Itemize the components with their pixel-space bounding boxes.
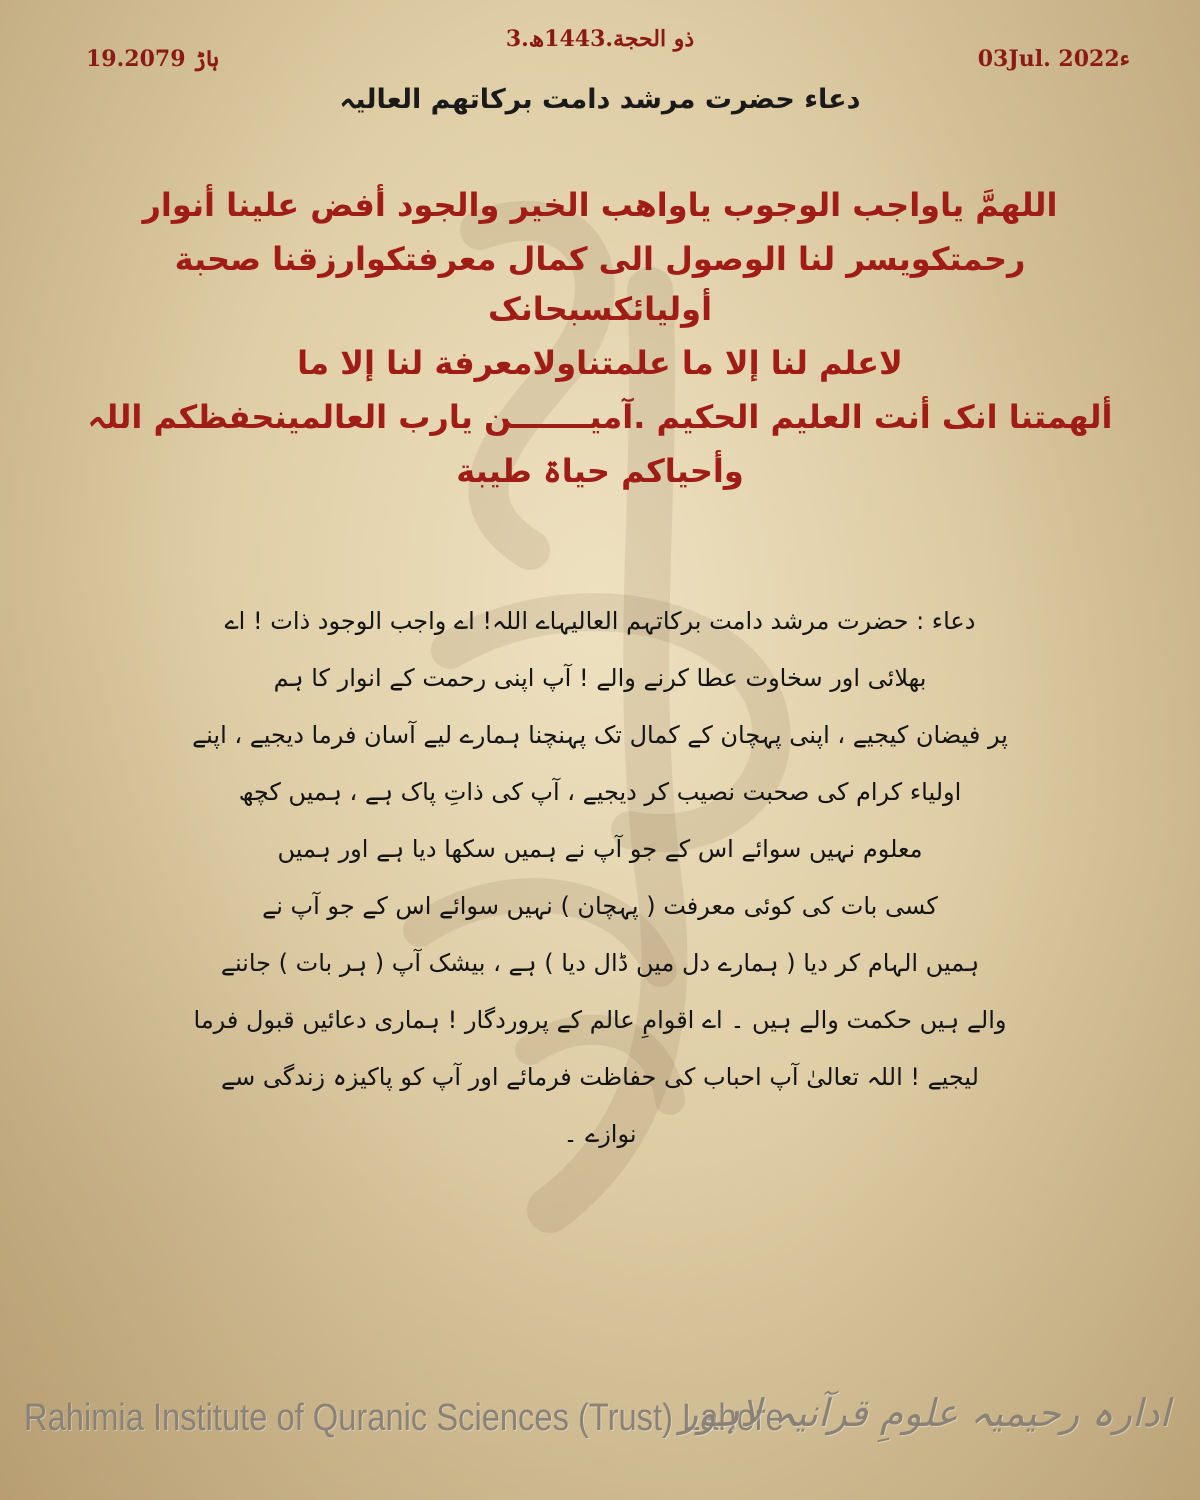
hijri-date: 3.ذو الحجة.1443ھ <box>505 26 695 52</box>
urdu-translation <box>140 598 1060 1168</box>
urdu-line: کسی بات کی کوئی معرفت ( پہچان ) نہیں سوائے اس کے جو آپ نے <box>262 892 938 920</box>
urdu-line: لیجیے ! اللہ تعالیٰ آپ احباب کی حفاظت فرمائے اور آپ کو پاکیزہ زندگی سے <box>221 1063 979 1091</box>
urdu-line: دعاء : حضرت مرشد دامت برکاتہم العالیہاے اللہ! اے واجب الوجود ذات ! اے <box>224 607 976 635</box>
arabic-line: اللھمَّ یاواجب الوجوب یاواھب الخیر والجود أفض علینا أنوار <box>142 186 1058 224</box>
arabic-dua <box>80 180 1120 500</box>
institute-footer <box>0 1385 1200 1455</box>
arabic-line: ألھمتنا انک أنت العلیم الحکیم .آمیـــــــن یارب العالمینحفظکم اللہ <box>87 398 1113 436</box>
urdu-line: بھلائی اور سخاوت عطا کرنے والے ! آپ اپنی رحمت کے انوار کا ہم <box>273 664 927 692</box>
institute-name-urdu: ادارہ رحیمیہ علومِ قرآنیہ لاہور <box>679 1391 1170 1435</box>
urdu-line: پر فیضان کیجیے ، اپنی پہچان کے کمال تک پہنچنا ہمارے لیے آسان فرما دیجیے ، اپنے <box>192 721 1008 749</box>
arabic-line: رحمتکویسر لنا الوصول الی کمال معرفتکوارزقنا صحبة أولیائکسبحانک <box>174 240 1026 328</box>
arabic-line: وأحیاکم حیاۃ طیبة <box>456 452 744 490</box>
arabic-line: لاعلم لنا إلا ما علمتناولامعرفة لنا إلا ما <box>297 344 903 382</box>
date-header <box>0 22 1200 82</box>
urdu-line: والے ہیں حکمت والے ہیں ۔ اے اقوامِ عالم کے پروردگار ! ہماری دعائیں قبول فرما <box>193 1006 1007 1034</box>
dua-title: دعاء حضرت مرشد دامت برکاتھم العالیہ <box>339 84 861 115</box>
urdu-line: معلوم نہیں سوائے اس کے جو آپ نے ہمیں سکھا دیا ہے اور ہمیں <box>277 835 923 863</box>
urdu-line: ہمیں الہام کر دیا ( ہمارے دل میں ڈال دیا ) ہے ، بیشک آپ ( ہر بات ) جاننے <box>220 949 980 977</box>
urdu-line: نوازے ۔ <box>563 1120 637 1148</box>
bikrami-date: 19.ہاڑ 2079 <box>86 46 219 72</box>
urdu-line: اولیاء کرام کی صحبت نصیب کر دیجیے ، آپ کی ذاتِ پاک ہے ، ہمیں کچھ <box>238 778 962 806</box>
institute-name-english: Rahimia Institute of Quranic Sciences (Trust) Lahore <box>24 1397 784 1439</box>
gregorian-date: 03Jul. 2022ء <box>977 46 1130 72</box>
